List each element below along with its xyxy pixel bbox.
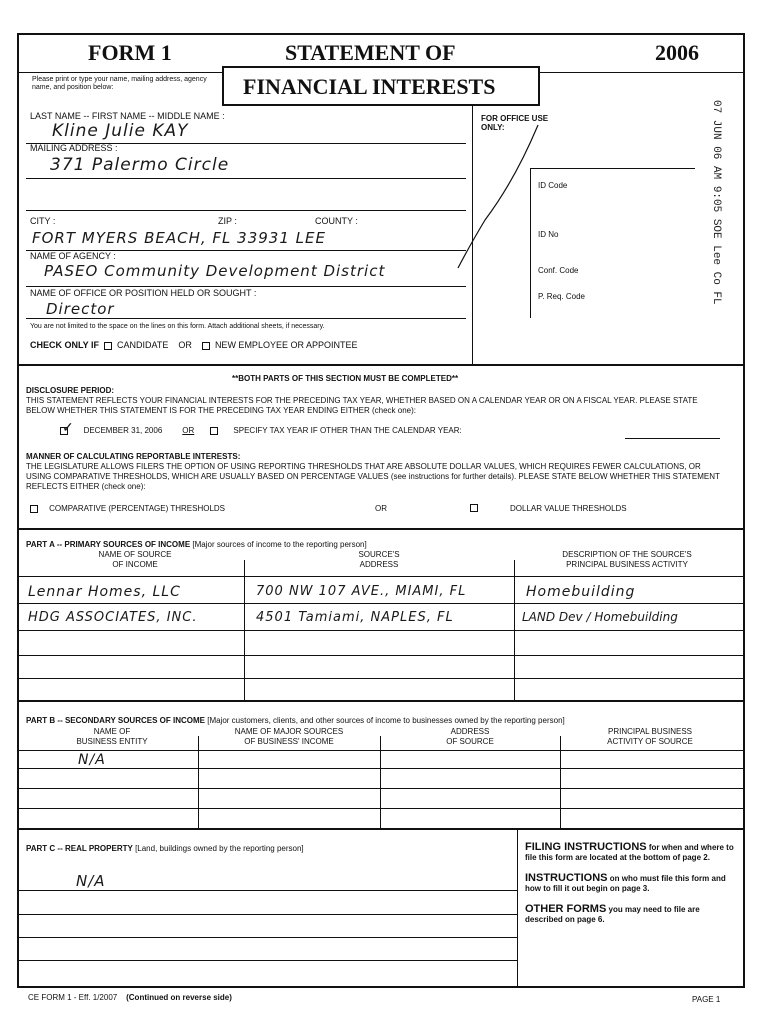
zip-label: ZIP : <box>218 216 237 226</box>
checkmark-icon: ✓ <box>62 418 74 435</box>
part-b-col2-header: NAME OF MAJOR SOURCES OF BUSINESS' INCOME <box>234 727 344 746</box>
or-label: OR <box>178 340 192 350</box>
comparative-label: COMPARATIVE (PERCENTAGE) THRESHOLDS <box>49 504 225 513</box>
city-value[interactable]: FORT MYERS BEACH, FL 33931 LEE <box>32 229 326 247</box>
dollar-label: DOLLAR VALUE THRESHOLDS <box>510 504 627 513</box>
candidate-checkbox[interactable] <box>104 342 112 350</box>
part-a-col1-header: NAME OF SOURCE OF INCOME <box>98 550 172 569</box>
part-b-col4-header: PRINCIPAL BUSINESS ACTIVITY OF SOURCE <box>607 727 693 746</box>
other-forms-note <box>525 904 739 925</box>
check-row <box>30 340 357 350</box>
mailing-label: MAILING ADDRESS : <box>30 143 118 153</box>
part-c-heading: PART C -- REAL PROPERTY <box>26 844 133 853</box>
part-a-subheading: [Major sources of income to the reporting person] <box>192 540 367 549</box>
filing-instructions <box>525 842 739 863</box>
form-title-line2: FINANCIAL INTERESTS <box>243 74 496 99</box>
comparative-checkbox[interactable] <box>30 505 38 513</box>
footer-form-id <box>28 993 232 1002</box>
part-b-col3-header: ADDRESS OF SOURCE <box>446 727 494 746</box>
footer-continued: (Continued on reverse side) <box>126 993 232 1002</box>
part-a-col2-header: SOURCE'S ADDRESS <box>358 550 400 569</box>
part-c-value[interactable]: N/A <box>76 872 106 890</box>
instructions-text: on who must file this form and how to fill it out begin on page 3. <box>525 874 726 893</box>
name-label: LAST NAME -- FIRST NAME -- MIDDLE NAME : <box>30 111 225 121</box>
new-employee-checkbox[interactable] <box>202 342 210 350</box>
part-b-heading-row <box>26 716 565 725</box>
form-title-line1: STATEMENT OF <box>285 40 456 65</box>
part-c-heading-row <box>26 844 304 853</box>
other-forms-text: you may need to file are described on page 6. <box>525 905 700 924</box>
part-a-row2-address[interactable]: 4501 Tamiami, NAPLES, FL <box>256 610 454 625</box>
mailing-value[interactable]: 371 Palermo Circle <box>50 155 230 175</box>
period-options <box>60 418 462 435</box>
part-a-row1-name[interactable]: Lennar Homes, LLC <box>28 584 181 600</box>
filing-instructions-text: for when and where to file this form are located at the bottom of page 2. <box>525 843 734 862</box>
specify-checkbox[interactable] <box>210 427 218 435</box>
p-req-code-label: P. Req. Code <box>538 292 585 301</box>
part-a-row2-name[interactable]: HDG ASSOCIATES, INC. <box>28 610 198 625</box>
id-no-label: ID No <box>538 230 559 239</box>
filing-stamp: 07 JUN 06 AM 9:05 SOE Lee Co FL <box>710 100 722 305</box>
threshold-or-label: OR <box>375 504 387 513</box>
office-label: NAME OF OFFICE OR POSITION HELD OR SOUGHT : <box>30 288 257 298</box>
specify-label: SPECIFY TAX YEAR IF OTHER THAN THE CALENDAR YEAR: <box>233 426 462 435</box>
period-or-label: OR <box>182 426 195 435</box>
both-parts-note: **BOTH PARTS OF THIS SECTION MUST BE COMPLETED** <box>232 374 459 383</box>
form-year: 2006 <box>655 40 699 65</box>
part-a-heading-row <box>26 540 367 549</box>
form-label: FORM 1 <box>88 40 172 65</box>
part-c-subheading: [Land, buildings owned by the reporting person] <box>135 844 304 853</box>
part-a-col3-header: DESCRIPTION OF THE SOURCE'S PRINCIPAL BUSINESS ACTIVITY <box>562 550 692 569</box>
city-label: CITY : <box>30 216 56 226</box>
manner-text: THE LEGISLATURE ALLOWS FILERS THE OPTION OF USING REPORTING THRESHOLDS THAT ARE ABSOLUTE DOLLAR VALUES, WHICH REQUIRES FEWER CALCULATIONS, OR USING COMPARATIVE THRESHOLDS, WHICH ARE USUALLY BASED ON PERCENTAGE VALUES (see instructions for further details). PLEASE STATE BELOW WHETHER THIS STATEMENT REFLECTS EITHER (check one): <box>26 462 720 491</box>
check-only-label: CHECK ONLY IF <box>30 340 100 350</box>
part-b-col1-header: NAME OF BUSINESS ENTITY <box>76 727 148 746</box>
conf-code-label: Conf. Code <box>538 266 579 275</box>
part-a-row1-activity[interactable]: Homebuilding <box>526 584 636 600</box>
dollar-checkbox[interactable] <box>470 504 478 512</box>
disclosure-period-text: THIS STATEMENT REFLECTS YOUR FINANCIAL INTERESTS FOR THE PRECEDING TAX YEAR, WHETHER BASED ON A CALENDAR YEAR OR ON A FISCAL YEAR. PLEASE STATE BELOW WHETHER THIS STATEMENT IS FOR THE PRECEDING TAX YEAR ENDING EITHER (check one): <box>26 396 698 415</box>
dec31-checkbox[interactable] <box>60 418 74 435</box>
threshold-options <box>30 504 730 513</box>
county-label: COUNTY : <box>315 216 358 226</box>
part-a-heading: PART A -- PRIMARY SOURCES OF INCOME <box>26 540 191 549</box>
office-use-label: FOR OFFICE USE ONLY: <box>481 114 549 132</box>
instructions-box <box>525 842 739 925</box>
filing-instructions-title: FILING INSTRUCTIONS <box>525 841 647 853</box>
agency-label: NAME OF AGENCY : <box>30 251 116 261</box>
part-a-row2-activity[interactable]: LAND Dev / Homebuilding <box>522 610 678 624</box>
manner-heading: MANNER OF CALCULATING REPORTABLE INTERESTS: <box>26 452 241 461</box>
office-value[interactable]: Director <box>46 300 115 318</box>
other-forms-title: OTHER FORMS <box>525 903 607 915</box>
part-b-row1-name[interactable]: N/A <box>78 752 106 768</box>
space-note: You are not limited to the space on the lines on this form. Attach additional sheets, if necessary. <box>30 323 325 330</box>
name-value[interactable]: Kline Julie KAY <box>52 121 189 141</box>
instructions-note <box>525 873 739 894</box>
office-use-diagonal <box>440 120 550 270</box>
instructions-title: INSTRUCTIONS <box>525 872 608 884</box>
part-b-heading: PART B -- SECONDARY SOURCES OF INCOME <box>26 716 205 725</box>
dec31-label: DECEMBER 31, 2006 <box>83 426 163 435</box>
new-employee-label: NEW EMPLOYEE OR APPOINTEE <box>214 340 358 350</box>
part-b-subheading: [Major customers, clients, and other sources of income to businesses owned by the reporting person] <box>207 716 565 725</box>
id-code-label: ID Code <box>538 181 568 190</box>
footer-form-label: CE FORM 1 - Eff. 1/2007 <box>28 993 118 1002</box>
instruction-text: Please print or type your name, mailing address, agency name, and position below: <box>32 76 207 91</box>
footer-page: PAGE 1 <box>692 995 721 1004</box>
candidate-label: CANDIDATE <box>117 340 169 350</box>
part-a-row1-address[interactable]: 700 NW 107 AVE., MIAMI, FL <box>256 584 467 599</box>
agency-value[interactable]: PASEO Community Development District <box>44 262 386 280</box>
disclosure-period-heading: DISCLOSURE PERIOD: <box>26 386 115 395</box>
